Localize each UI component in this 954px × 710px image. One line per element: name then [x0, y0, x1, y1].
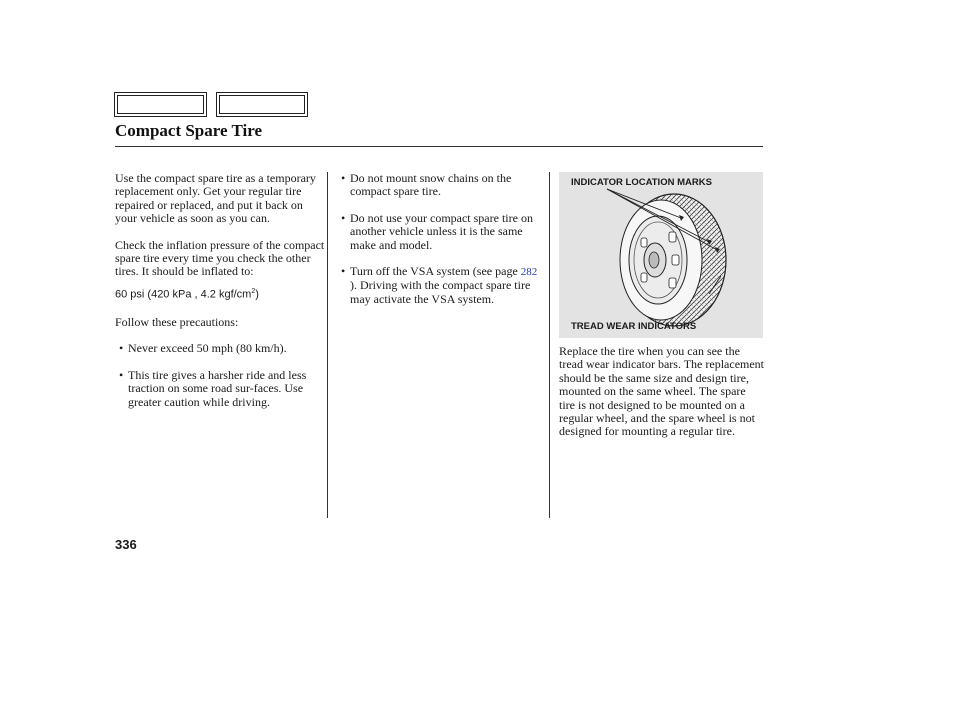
spare-tire-icon [559, 172, 763, 338]
inflation-paragraph: Check the inflation pressure of the compact spare tire every time you check the other tires. It should be inflated to: [115, 237, 325, 279]
bullet-icon: • [119, 341, 124, 356]
column-divider-1 [327, 172, 328, 518]
page-number: 336 [115, 537, 137, 552]
bullet-icon: • [341, 171, 346, 185]
pressure-spec [115, 285, 325, 302]
replacement-paragraph: Replace the tire when you can see the tread wear indicator bars. The replacement should be the same size and design tire, mounted on the same wheel. The spare tire is not designed to be mounted on a regular wheel, and the spare wheel is not designed for mounting a regular tire. [559, 344, 765, 439]
column-divider-2 [549, 172, 550, 518]
list-item [338, 172, 538, 199]
spare-tire-figure [559, 172, 763, 338]
list-item [338, 212, 538, 252]
pressure-spec-superscript: 2 [251, 287, 256, 295]
list-item [115, 369, 325, 409]
pressure-spec-close: ) [255, 288, 259, 301]
intro-paragraph: Use the compact spare tire as a temporary replacement only. Get your regular tire repaired or replaced, and put it back on your vehicle as soon as you can. [115, 171, 316, 226]
nav-tab-2-inner [219, 95, 305, 114]
bullet-text: Do not mount snow chains on the compact spare tire. [350, 171, 512, 199]
bullet-text: Do not use your compact spare tire on another vehicle unless it is the same make and model. [350, 210, 533, 252]
nav-tab-2[interactable] [216, 92, 308, 117]
list-item [338, 265, 538, 306]
middle-column [338, 172, 538, 319]
bullet-text: This tire gives a harsher ride and less traction on some road sur-faces. Use greater caution while driving. [128, 367, 307, 409]
bullet-icon: • [341, 210, 346, 225]
bullet-text-post: ). Driving with the compact spare tire may activate the VSA system. [350, 278, 531, 306]
precautions-intro: Follow these precautions: [115, 314, 239, 329]
bullet-icon: • [341, 264, 346, 279]
figure-label-indicator-marks: INDICATOR LOCATION MARKS [571, 177, 712, 188]
page-link-282[interactable]: 282 [520, 266, 538, 279]
left-column [115, 172, 325, 422]
nav-tab-1[interactable] [114, 92, 207, 117]
figure-label-tread-wear-indicators: TREAD WEAR INDICATORS [571, 321, 697, 332]
nav-tab-1-inner [117, 95, 204, 114]
list-item [115, 342, 325, 355]
pressure-spec-text: 60 psi (420 kPa , 4.2 kgf/cm [115, 288, 252, 301]
bullet-icon: • [119, 367, 124, 382]
precautions-list [115, 342, 325, 409]
middle-precautions-list [338, 172, 538, 306]
section-title: Compact Spare Tire [115, 121, 263, 140]
title-divider [115, 146, 763, 147]
bullet-text: Never exceed 50 mph (80 km/h). [128, 341, 287, 356]
bullet-text-pre: Turn off the VSA system (see page [350, 264, 521, 279]
